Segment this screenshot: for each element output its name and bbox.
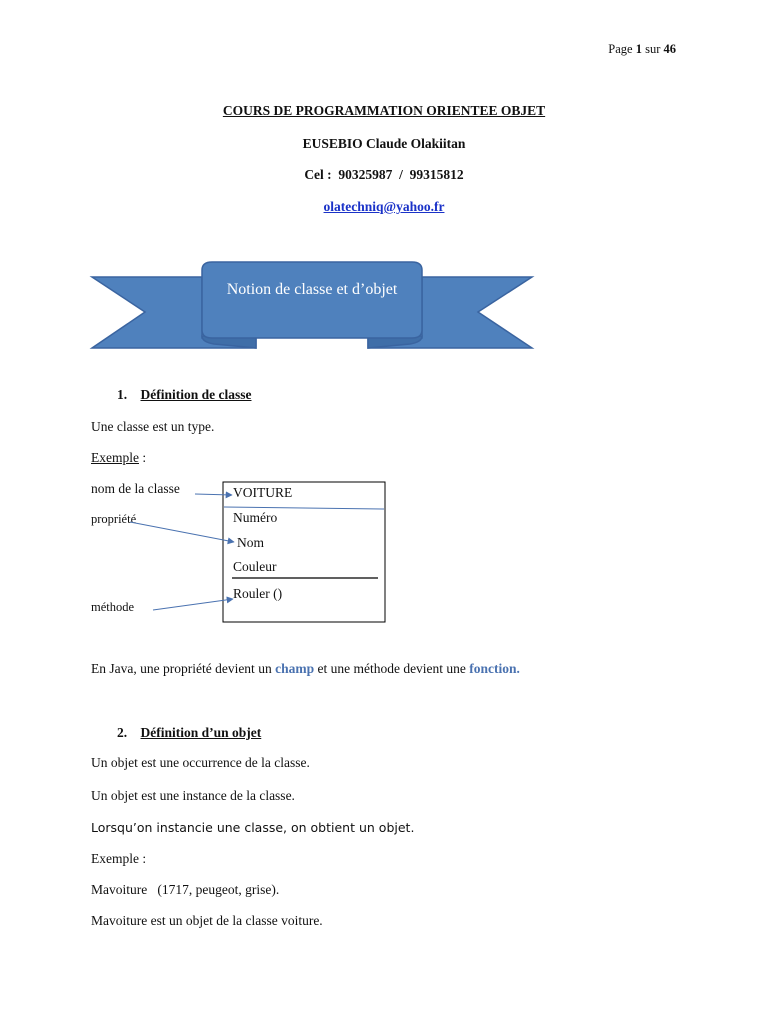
section2-line-5: Mavoiture (1717, peugeot, grise). [91,882,280,897]
phone-line: Cel : 90325987 / 99315812 [304,167,464,182]
section2-line-3: Lorsqu’on instancie une classe, on obtient un objet. [91,820,415,835]
java-note-part1: En Java, une propriété devient un [91,661,276,676]
page-sur: sur [645,42,661,56]
java-note-champ: champ [275,661,315,676]
course-title: COURS DE PROGRAMMATION ORIENTEE OBJET [222,103,546,118]
page-total: 46 [663,42,676,56]
label-property: propriété [91,512,137,526]
author-name: EUSEBIO Claude Olakiitan [302,136,466,151]
label-method: méthode [91,600,135,614]
section1-title: Définition de classe [140,387,252,402]
label-class-name: nom de la classe [91,481,180,496]
java-note-fonction: fonction. [469,661,520,676]
section2-heading [117,725,261,741]
uml-attr-couleur: Couleur [233,559,277,574]
uml-attr-nom: Nom [237,535,264,550]
banner-text: Notion de classe et d’objet [226,281,398,298]
section2-line-1: Un objet est une occurrence de la classe. [91,755,310,770]
arrow-property [130,522,234,542]
java-note [91,661,520,677]
example-colon: : [138,450,147,465]
java-note-part2: et une méthode devient une [314,661,470,676]
section2-line-6: Mavoiture est un objet de la classe voiture. [91,913,323,928]
email-link[interactable]: olatechniq@yahoo.fr [323,199,445,214]
section2-line-2: Un objet est une instance de la classe. [91,788,295,803]
section2-line-4: Exemple : [91,851,147,866]
page-current: 1 [635,42,642,56]
uml-attr-numero: Numéro [233,510,278,525]
uml-class-name: VOITURE [233,485,293,500]
section2-number: 2. [117,725,128,740]
arrow-method [153,599,233,610]
section1-number: 1. [117,387,128,402]
example-label: Exemple [91,450,139,465]
section2-title: Définition d’un objet [140,725,262,740]
uml-method-rouler: Rouler () [233,586,283,601]
page-label: Page [608,42,633,56]
section1-intro: Une classe est un type. [91,419,215,434]
